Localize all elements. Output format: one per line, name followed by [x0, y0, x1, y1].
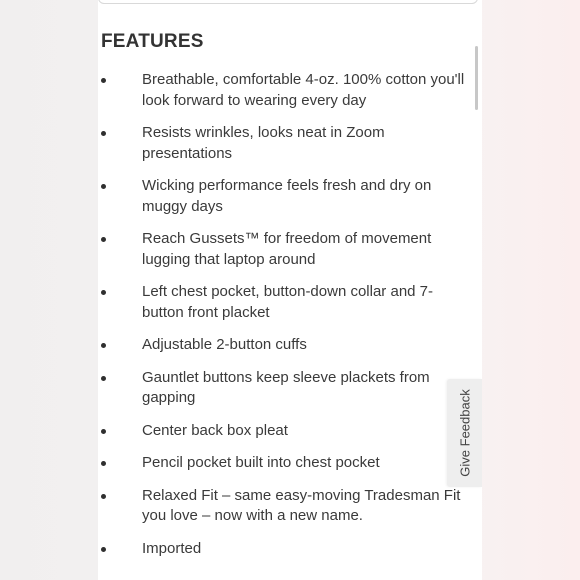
features-heading: FEATURES	[101, 31, 204, 52]
feature-item	[98, 70, 482, 111]
feature-text: Relaxed Fit – same easy-moving Tradesman Fit you love – now with a new name.	[142, 486, 461, 524]
feature-item	[98, 335, 482, 356]
feature-item	[98, 368, 482, 409]
collapsed-section-bar[interactable]	[98, 0, 478, 4]
feature-text: Imported	[142, 539, 202, 557]
feature-text: Wicking performance feels fresh and dry on muggy days	[142, 177, 432, 215]
feature-text: Pencil pocket built into chest pocket	[142, 454, 380, 471]
feature-text: Reach Gussets™ for freedom of movement lugging that laptop around	[142, 230, 432, 268]
give-feedback-button[interactable]	[447, 379, 482, 487]
feature-text: Breathable, comfortable 4-oz. 100% cotton you'll look forward to wearing every day	[142, 71, 465, 109]
bullet-icon	[101, 131, 106, 136]
feature-text: Resists wrinkles, looks neat in Zoom presentations	[142, 124, 385, 162]
bullet-icon	[101, 78, 106, 83]
feature-item	[98, 421, 482, 442]
features-list	[98, 70, 482, 571]
bullet-icon	[101, 184, 106, 189]
bullet-icon	[101, 343, 106, 348]
feature-text: Gauntlet buttons keep sleeve plackets from gapping	[142, 368, 430, 406]
feature-item	[98, 486, 482, 527]
bullet-icon	[101, 429, 106, 434]
feature-item	[98, 229, 482, 270]
feature-text: Left chest pocket, button-down collar and 7-button front placket	[142, 283, 434, 321]
product-details-panel	[98, 0, 482, 580]
feature-item	[98, 123, 482, 164]
bullet-icon	[101, 547, 106, 552]
feature-item	[98, 539, 482, 560]
feature-item	[98, 282, 482, 323]
feature-item	[98, 453, 482, 474]
feature-text: Center back box pleat	[142, 421, 288, 439]
bullet-icon	[101, 376, 106, 381]
bullet-icon	[101, 237, 106, 242]
give-feedback-label: Give Feedback	[457, 389, 472, 477]
bullet-icon	[101, 290, 106, 295]
bullet-icon	[101, 461, 106, 466]
feature-item	[98, 176, 482, 217]
bullet-icon	[101, 494, 106, 499]
feature-text: Adjustable 2-button cuffs	[142, 336, 307, 353]
